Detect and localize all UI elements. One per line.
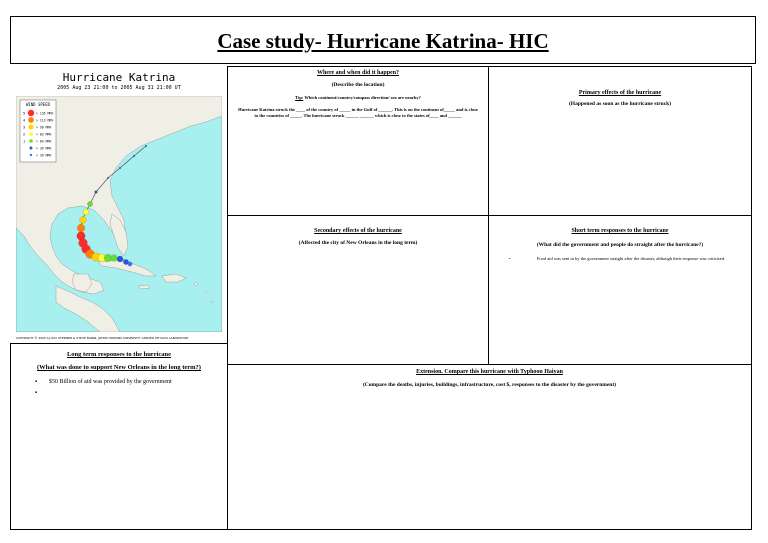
track-point — [145, 145, 147, 147]
legend-swatch — [29, 139, 33, 143]
legend-category: 2 — [23, 132, 26, 137]
short-term-section — [488, 215, 752, 365]
legend-title: WIND SPEED — [25, 102, 51, 107]
secondary-heading: Secondary effects of the hurricane — [314, 228, 402, 234]
legend-category: 1 — [23, 139, 26, 144]
short-term-subheading: (What did the government and people do straight after the hurricane?) — [536, 242, 704, 248]
legend-category: 5 — [23, 111, 26, 116]
primary-heading: Primary effects of the hurricane — [578, 90, 662, 96]
legend-label: > 96 MPH — [36, 125, 52, 130]
track-point — [87, 201, 92, 206]
where-when-section — [227, 66, 489, 216]
legend-swatch — [29, 125, 34, 130]
legend-label: > 64 MPH — [36, 139, 52, 144]
legend-swatch — [30, 154, 32, 156]
long-term-list: ▪ $50 Billion of aid was provided by the government ▪ — [35, 377, 219, 388]
map-dates: 2005 Aug 23 21:00 to 2005 Aug 31 21:00 UT — [57, 85, 181, 91]
tip-label: Tip: — [295, 95, 304, 100]
track-point — [107, 177, 109, 179]
map-copyright: COPYRIGHT © 2005 by RAY STERNER & STEVE BABIN, JOHNS HOPKINS UNIVERSITY APPLIED PHYSICS LABORATORY — [16, 336, 189, 340]
track-point — [83, 209, 89, 215]
track-point — [128, 262, 132, 266]
legend-category: 3 — [23, 125, 26, 130]
legend-swatch — [28, 110, 34, 116]
secondary-effects-section — [227, 215, 489, 365]
legend-label: > 113 MPH — [36, 118, 54, 123]
legend-label: > 135 MPH — [36, 111, 54, 116]
where-tip — [228, 95, 488, 101]
tip-text: Which continent/country/compass direction/ sea are nearby? — [303, 95, 421, 100]
where-subheading: (Describe the location) — [331, 82, 385, 88]
extension-section — [227, 364, 752, 530]
hurricane-map — [14, 68, 224, 344]
extension-heading: Extension. Compare this hurricane with Typhoon Haiyan — [416, 369, 563, 375]
where-heading: Where and when did it happen? — [316, 70, 400, 76]
track-point — [77, 224, 85, 232]
track-point — [133, 155, 135, 157]
map-title: Hurricane Katrina — [62, 71, 176, 84]
long-term-heading: Long term responses to the hurricane — [66, 351, 172, 358]
primary-effects-section — [488, 66, 752, 216]
legend-label: > 39 MPH — [36, 146, 52, 151]
track-point — [111, 255, 118, 262]
legend-category: 4 — [23, 118, 26, 123]
short-term-heading: Short term responses to the hurricane — [571, 228, 669, 234]
legend-label: > 83 MPH — [36, 132, 52, 137]
legend-label: < 39 MPH — [36, 153, 52, 158]
where-fill-text: Hurricane Katrina struck the ____ of the country of _____ in the Gulf of ______. This is on the continent of_____ and is close to the countries of _____. The hurricane struck ______ ______ which is close to the states of____ and ______ — [238, 107, 478, 118]
primary-subheading: (Happened as soon as the hurricane struck) — [568, 101, 672, 107]
extension-subheading: (Compare the deaths, injuries, buildings, infrastructure, cost $, responses to the disaster by the government) — [362, 382, 617, 388]
legend-swatch — [28, 117, 34, 123]
short-term-bullet-1: Food aid was sent in by the government straight after the disaster, although their response was criticised. — [536, 256, 726, 261]
title-box — [10, 16, 756, 64]
list-item: ▪ $50 Billion of aid was provided by the government — [35, 379, 172, 385]
track-point — [117, 256, 123, 262]
track-map — [16, 96, 222, 332]
long-term-section — [10, 343, 228, 530]
track-point — [80, 217, 87, 224]
track-point — [95, 191, 98, 194]
legend-swatch — [30, 147, 33, 150]
long-term-bullet-1: $50 Billion of aid was provided by the government — [49, 379, 172, 385]
long-term-subheading: (What was done to support New Orleans in the long term?) — [37, 364, 201, 371]
legend-swatch — [29, 132, 33, 136]
short-term-list — [509, 256, 739, 262]
secondary-subheading: (Affected the city of New Orleans in the long term) — [298, 240, 418, 246]
list-item: • Food aid was sent in by the government straight after the disaster, although their response was criticised. — [509, 256, 726, 261]
track-point — [119, 167, 121, 169]
page-title: Case study- Hurricane Katrina- HIC — [217, 29, 549, 53]
